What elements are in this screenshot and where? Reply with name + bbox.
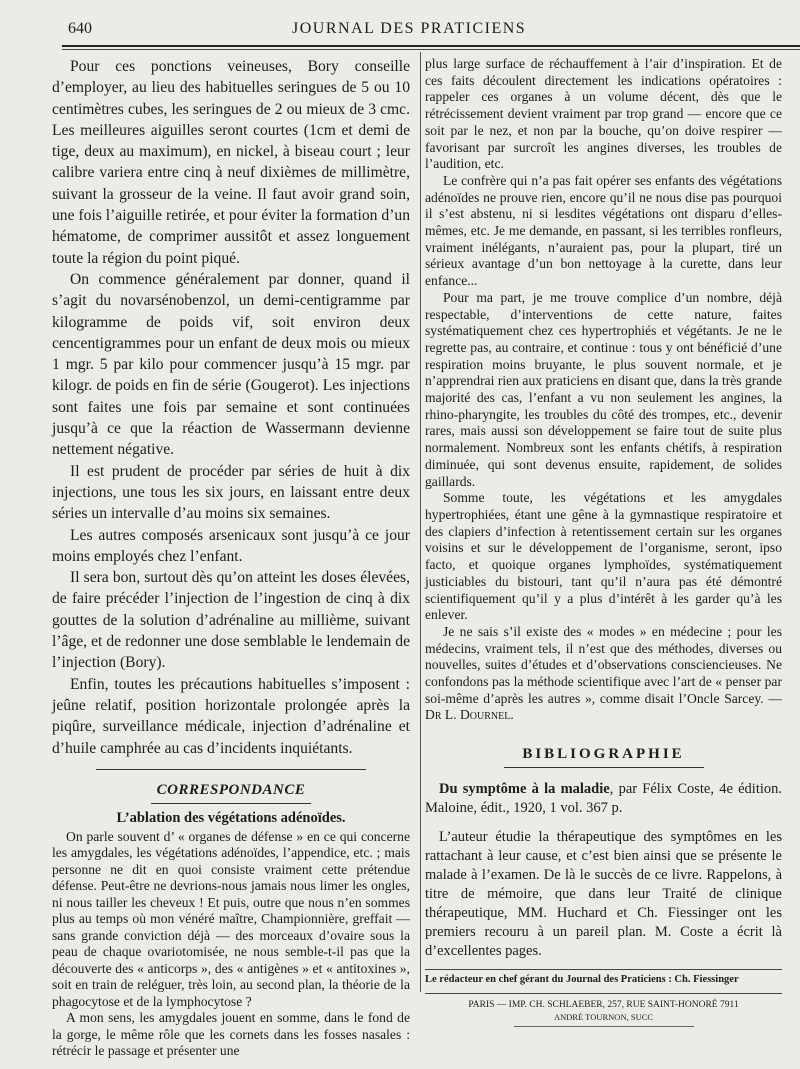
paragraph-text: Je ne sais s’il existe des « modes » en médecine ; pour les médecins, vraiment tels, il n’est que des méthodes, diverses ou nouvelles, suites d’études et d’observations consciencieuses. Ne confondons pas la méthode scientifique avec l’art de « penser par soi-même d’après les autres », comme disait l’Oncle Sarcey. <box>425 623 782 706</box>
bibliography-rule <box>504 767 704 768</box>
book-review: L’auteur étudie la thérapeutique des symptômes en les rattachant à leur cause, et c’est bien ainsi que se présente le malade à l’examen. De là le succès de ce livre. Rappelons, à titre de mémoire, que dans leur Traité de clinique thérapeutique, MM. Huchard et Ch. Fiessinger ont les premiers recouru à un pareil plan. M. Coste a écrit là d’excellentes pages. <box>425 829 782 960</box>
book-details: , par Félix Coste, 4e édition. Maloine, édit., 1920, 1 vol. 367 p. <box>425 781 782 817</box>
paragraph: Enfin, toutes les précautions habituelles s’imposent : jeûne relatif, position horizontale prolongée après la piqûre, surveillance médicale, injection d’adrénaline et d’huile camphrée au cas d’incidents inquiétants. <box>52 675 410 757</box>
running-title: JOURNAL DES PRATICIENS <box>292 20 527 37</box>
paragraph: On parle souvent d’ « organes de défense » en ce qui concerne les amygdales, les végétations adénoïdes, l’appendice, etc. ; mais personne ne dit en quoi consiste vraiment cette prétendue défense. Peut-être ne devrions-nous jamais nous limer les ongles, ni nous tailler les cheveux ! Et puis, outre que nous n’en sommes plus au temps où mon vénéré maître, Championnière, greffait — sans grande conviction déjà — des morceaux d’ovaire sous la peau de chaque ovariotomisée, ne nous semble-t-il pas que la découverte des « anticorps », des « antigènes » et « antitoxines », soit en train de reléguer, très loin, au second plan, la théorie de la phagocytose et de la lymphocytose ? <box>52 828 410 1009</box>
imprint-line: PARIS — IMP. CH. SCHLAEBER, 257, RUE SAINT-HONORÉ 7911 <box>468 1000 739 1011</box>
paragraph: Il est prudent de procéder par séries de huit à dix injections, une tous les six jours, en laissant entre deux séries un intervalle d’au moins six semaines. <box>52 462 410 523</box>
section-rule <box>96 769 366 770</box>
imprint-line: ANDRÉ TOURNON, SUCC <box>553 1012 654 1023</box>
footer-rule <box>425 969 782 970</box>
footer-rule <box>425 993 782 994</box>
paragraph: plus large surface de réchauffement à l’air d’inspiration. Et de ces faits découlent directement les indications opératoires : rappeler ces organes à un volume décent, dès que le rétrécissement devient vraiment par trop grand — encore que ce soit par le nez, et non par la bouche, qu’on doive respirer — favorisant par surcroît les angines diverses, les troubles de l’audition, etc. <box>425 56 782 172</box>
footer-line: Le rédacteur en chef gérant du Journal des Praticiens : Ch. Fiessinger <box>425 974 739 986</box>
paragraph: Pour ma part, je me trouve complice d’un nombre, déjà respectable, d’interventions de cette nature, faites systématiquement chez ces hypertrophiés et végétants. Je ne le regrette pas, au contraire, et continue : tous y ont bénéficié d’une respiration moins bruyante, le plus souvent normale, et je n’apprendrai rien aux praticiens en disant que, dans la très grande majorité des cas, l’enfant a vu non seulement les angines, la rhino-pharyngite, les troubles du côté des trompes, etc., devenir rares, mais aussi son développement se faire tout de suite plus normalement. Nombreux sont les enfants chétifs, à respiration diminuée, qui sont devenus ensuite, rapidement, de solides gaillards. <box>425 289 782 489</box>
section-title: CORRESPONDANCE <box>156 781 306 798</box>
book-title: Du symptôme à la maladie <box>439 781 610 798</box>
right-column <box>425 56 782 1027</box>
paragraph: Le confrère qui n’a pas fait opérer ses enfants des végétations adénoïdes ne prouve rien, encore qu’il ne nous dise pas pourquoi il s’est abstenu, ni si lesdites végétations ont disparu d’elles-mêmes, etc. Je me demande, en passant, si les terribles ronfleurs, vraiment inélégants, n’auraient pas, pour la plupart, tiré un sérieux avantage d’un bon nettoyage à la curette, dans leur enfance... <box>425 172 782 289</box>
page-header <box>62 20 782 42</box>
paragraph: On commence généralement par donner, quand il s’agit du novarsénobenzol, un demi-centigramme par kilogramme de poids vif, soit environ deux cencentigrammes pour un enfant de deux mois ou mieux 1 mgr. 5 par kilo pour commencer jusqu’à 15 mgr. par kilogr. de poids en fin de série (Gougerot). Les injections sont faites une fois par semaine et sont continuées jusqu’à ce que la réaction de Wassermann devienne nettement négative. <box>52 270 410 459</box>
page-number: 640 <box>68 20 92 37</box>
paragraph: Les autres composés arsenicaux sont jusqu’à ce jour moins employés chez l’enfant. <box>52 526 410 565</box>
paragraph <box>425 624 782 724</box>
imprint-rule <box>514 1026 694 1027</box>
header-rule-thin <box>62 49 800 50</box>
bibliography-title: BIBLIOGRAPHIE <box>522 746 685 763</box>
paragraph: Pour ces ponctions veineuses, Bory conseille d’employer, au lieu des habituelles seringues de 5 ou 10 centimètres cubes, les seringues de 2 ou mieux de 3 cmc. Les meilleures aiguilles seront courtes (1cm et demi de tige, deux au maximum), en nickel, à biseau court ; leur calibre variera entre cinq à neuf dixièmes de millimètre, suivant la grosseur de la veine. Il faut avoir grand soin, une fois l’aiguille retirée, et pour éviter la formation d’un hématome, de comprimer aussitôt et assez longuement toute la région du point piqué. <box>52 58 410 267</box>
section-rule <box>151 803 311 804</box>
column-divider <box>420 52 421 992</box>
paragraph: Il sera bon, surtout dès qu’on atteint les doses élevées, de faire précéder l’injection de l’ingestion de cinq à dix gouttes de la solution d’adrénaline au millième, suivant l’âge, et de redonner une dose semblable le lendemain de l’injection (Bory). <box>52 569 410 672</box>
article-title: L’ablation des végétations adénoïdes. <box>116 809 346 826</box>
paragraph: Somme toute, les végétations et les amygdales hypertrophiées, étant une gêne à la gymnastique respiratoire et des clapiers d’infection à retentissement certain sur les organes voisins et sur le développement de l’organisme, seront, ipso facto, et quoique organes lymphoïdes, systématiquement justiciables du bistouri, tant qu’il n’aura pas été démontré scientifiquement qu’il y a plus d’intérêt à les garder qu’à les enlever. <box>425 490 782 623</box>
header-rule <box>62 45 800 47</box>
signature: — Dr L. Dournel. <box>425 690 782 723</box>
left-column <box>52 56 410 1060</box>
book-entry <box>425 780 782 818</box>
paragraph: A mon sens, les amygdales jouent en somme, dans le fond de la gorge, le même rôle que les cornets dans les fosses nasales : rétrécir le passage et présenter une <box>52 1010 410 1059</box>
